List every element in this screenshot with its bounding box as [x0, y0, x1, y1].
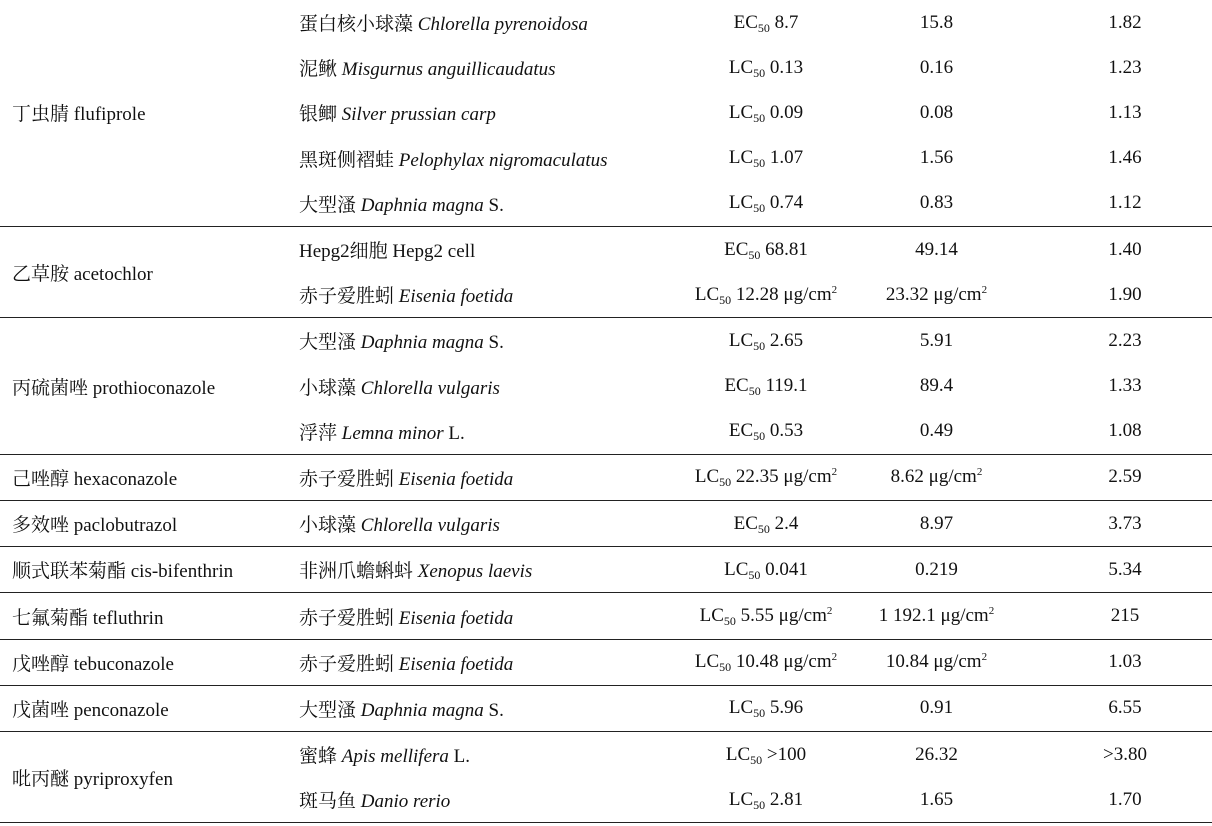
metric-subscript: 50 [753, 110, 766, 125]
toxicity-value-cell [667, 593, 865, 639]
comparison-value-cell [865, 777, 1008, 823]
organism-scientific-name: Chlorella vulgaris [360, 377, 500, 399]
value-unit: μg/cm [778, 283, 832, 305]
toxicity-value-cell [667, 777, 865, 823]
ratio-cell: 1.08 [1008, 409, 1212, 455]
table-row [0, 547, 1212, 593]
toxicity-value: 0.53 [769, 420, 804, 442]
organism-common-name: 赤子爱胜蚓 [299, 468, 395, 490]
table-row [0, 501, 1212, 547]
pesticide-name: 戊唑醇 tebuconazole [0, 639, 292, 685]
comparison-value-cell [865, 136, 1008, 181]
comparison-value: 10.84 [885, 651, 929, 673]
toxicity-value: 1.07 [769, 147, 804, 169]
comparison-value-cell [865, 364, 1008, 409]
toxicity-value-cell [667, 364, 865, 409]
comparison-value: 1 192.1 [878, 605, 936, 627]
ratio-cell: 1.23 [1108, 56, 1142, 78]
organism-scientific-name: Daphnia magna [360, 194, 484, 216]
toxicity-value-cell [667, 547, 865, 593]
metric-subscript: 50 [719, 292, 732, 307]
organism-common-name: 斑马鱼 [299, 791, 357, 813]
organism-cell [292, 639, 667, 685]
pesticide-name: 己唑醇 hexaconazole [0, 454, 292, 500]
value-unit: μg/cm [935, 605, 989, 627]
toxicity-value: 8.7 [774, 11, 799, 33]
organism-scientific-name: Apis mellifera [341, 746, 449, 768]
organism-common-name: 黑斑侧褶蛙 [299, 149, 395, 171]
organism-scientific-name: Danio rerio [360, 791, 451, 813]
organism-scientific-name: Chlorella pyrenoidosa [417, 14, 588, 36]
metric-label: LC [694, 466, 720, 488]
comparison-value-cell [865, 318, 1008, 364]
organism-cell [292, 181, 667, 227]
comparison-value: 0.16 [919, 56, 954, 78]
organism-common-name: 小球藻 [299, 377, 357, 399]
organism-author-suffix: L. [448, 746, 471, 768]
metric-subscript: 50 [753, 156, 766, 171]
toxicity-value-cell [667, 409, 865, 455]
organism-common-name: 蛋白核小球藻 [299, 14, 414, 36]
metric-subscript: 50 [750, 752, 763, 767]
ratio-cell: 1.90 [1008, 272, 1212, 318]
metric-subscript: 50 [757, 20, 770, 35]
metric-label: LC [728, 147, 754, 169]
ratio-cell: 6.55 [1008, 685, 1212, 731]
organism-cell [292, 136, 667, 181]
organism-common-name: 大型溞 [299, 332, 357, 354]
comparison-value-cell [865, 272, 1008, 318]
metric-subscript: 50 [753, 706, 766, 721]
comparison-value: 0.83 [919, 192, 954, 214]
organism-common-name: 大型溞 [299, 194, 357, 216]
table-row [0, 732, 1212, 778]
value-unit: μg/cm [778, 651, 832, 673]
organism-scientific-name: Xenopus laevis [417, 561, 533, 583]
ratio-cell: 1.13 [1108, 101, 1142, 123]
comparison-value-cell [865, 732, 1008, 778]
toxicity-value: 5.96 [769, 697, 804, 719]
comparison-value: 8.97 [919, 512, 954, 534]
unit-power: 2 [831, 466, 838, 479]
metric-label: LC [699, 605, 724, 627]
comparison-value-cell [865, 685, 1008, 731]
ratio-cell: 5.34 [1008, 547, 1212, 593]
toxicity-value: 5.55 [740, 605, 774, 627]
toxicity-value-cell [667, 226, 865, 272]
toxicity-value-cell [667, 639, 865, 685]
table-row [0, 639, 1212, 685]
comparison-value-cell [865, 501, 1008, 547]
organism-common-name: 小球藻 [299, 515, 357, 537]
pesticide-name: 七氟菊酯 tefluthrin [0, 593, 292, 639]
ratio-cell: 1.40 [1108, 238, 1142, 260]
metric-label: LC [728, 697, 754, 719]
comparison-value-cell [865, 181, 1008, 227]
comparison-value: 15.8 [919, 11, 954, 33]
metric-subscript: 50 [753, 429, 766, 444]
organism-scientific-name: Chlorella vulgaris [360, 515, 500, 537]
organism-scientific-name: Pelophylax nigromaculatus [398, 149, 608, 171]
comparison-value-cell [865, 409, 1008, 455]
metric-subscript: 50 [753, 797, 766, 812]
metric-label: EC [728, 420, 754, 442]
organism-author-suffix: L. [443, 422, 465, 444]
pesticide-name: 丙硫菌唑 prothioconazole [0, 318, 292, 455]
organism-cell [292, 226, 667, 272]
metric-subscript: 50 [753, 201, 766, 216]
value-unit: μg/cm [773, 605, 827, 627]
toxicity-value-cell [667, 318, 865, 364]
metric-label: LC [728, 329, 754, 351]
pesticide-name: 顺式联苯菊酯 cis-bifenthrin [0, 547, 292, 593]
organism-common-name: 赤子爱胜蚓 [299, 653, 395, 675]
metric-label: LC [694, 651, 720, 673]
organism-author-suffix: S. [483, 699, 504, 721]
unit-power: 2 [981, 283, 988, 296]
metric-label: LC [728, 788, 754, 810]
pesticide-name: 吡丙醚 pyriproxyfen [0, 732, 292, 823]
comparison-value: 0.08 [919, 101, 954, 123]
unit-power: 2 [826, 605, 833, 618]
comparison-value: 0.49 [919, 420, 954, 442]
toxicity-value-cell [667, 181, 865, 227]
organism-scientific-name: Misgurnus anguillicaudatus [341, 59, 556, 81]
metric-label: LC [728, 101, 754, 123]
ratio-cell: 1.46 [1108, 147, 1142, 169]
metric-subscript: 50 [753, 338, 766, 353]
organism-common-name: 大型溞 [299, 699, 357, 721]
pesticide-name: 多效唑 paclobutrazol [0, 501, 292, 547]
organism-scientific-name: Lemna minor [341, 422, 444, 444]
comparison-value: 1.65 [919, 788, 954, 810]
comparison-value: 26.32 [915, 743, 958, 765]
metric-subscript: 50 [723, 614, 736, 629]
ratio-cell: 1.33 [1108, 375, 1142, 397]
metric-label: EC [724, 238, 749, 260]
comparison-value-cell [865, 639, 1008, 685]
organism-scientific-name: Silver prussian carp [341, 104, 496, 126]
comparison-value-cell [865, 593, 1008, 639]
toxicity-value: 22.35 [735, 466, 779, 488]
metric-subscript: 50 [748, 384, 761, 399]
metric-label: EC [733, 512, 758, 534]
metric-subscript: 50 [748, 567, 761, 582]
organism-common-name: 赤子爱胜蚓 [299, 286, 395, 308]
organism-scientific-name: Daphnia magna [360, 699, 484, 721]
organism-common-name: Hepg2细胞 Hepg2 cell [299, 241, 476, 263]
toxicity-value: 0.09 [769, 101, 804, 123]
ratio-cell: 1.12 [1008, 181, 1212, 227]
organism-cell [292, 454, 667, 500]
table-row [0, 454, 1212, 500]
organism-common-name: 泥鳅 [299, 59, 338, 81]
table-row [0, 0, 1212, 45]
toxicity-value-cell [667, 454, 865, 500]
organism-cell [292, 318, 667, 364]
toxicity-value: 0.13 [769, 56, 804, 78]
metric-subscript: 50 [719, 475, 732, 490]
organism-cell [292, 272, 667, 318]
comparison-value-cell [865, 90, 1008, 135]
comparison-value-cell [865, 454, 1008, 500]
comparison-value: 0.219 [915, 558, 958, 580]
comparison-value: 49.14 [915, 238, 958, 260]
unit-power: 2 [831, 651, 838, 664]
toxicity-value: 0.74 [769, 192, 804, 214]
value-unit: μg/cm [923, 466, 977, 488]
ratio-cell: 1.82 [1108, 11, 1142, 33]
toxicity-value: 12.28 [735, 283, 779, 305]
organism-scientific-name: Eisenia foetida [398, 286, 514, 308]
metric-subscript: 50 [757, 521, 770, 536]
value-unit: μg/cm [928, 283, 982, 305]
organism-cell [292, 593, 667, 639]
table-row [0, 593, 1212, 639]
toxicity-value: 2.81 [769, 788, 804, 810]
ratio-cell: 3.73 [1008, 501, 1212, 547]
toxicity-value: 0.041 [765, 558, 808, 580]
metric-label: LC [724, 558, 749, 580]
metric-label: EC [733, 11, 758, 33]
toxicity-value-cell [667, 272, 865, 318]
ratio-cell: 2.23 [1108, 329, 1142, 351]
toxicity-value: 68.81 [765, 238, 808, 260]
unit-power: 2 [988, 605, 995, 618]
organism-cell [292, 0, 667, 45]
metric-label: LC [725, 743, 751, 765]
toxicity-value-cell [667, 501, 865, 547]
toxicity-value: 2.4 [774, 512, 799, 534]
table-row [0, 685, 1212, 731]
value-unit: μg/cm [778, 466, 832, 488]
table-row [0, 318, 1212, 364]
pesticide-name: 乙草胺 acetochlor [0, 226, 292, 317]
comparison-value-cell [865, 547, 1008, 593]
organism-cell [292, 90, 667, 135]
organism-cell [292, 45, 667, 90]
unit-power: 2 [831, 283, 838, 296]
toxicity-value-cell [667, 0, 865, 45]
comparison-value: 8.62 [890, 466, 924, 488]
toxicity-value: 119.1 [765, 375, 808, 397]
organism-scientific-name: Eisenia foetida [398, 468, 514, 490]
ratio-cell: >3.80 [1103, 743, 1147, 765]
comparison-value: 1.56 [919, 147, 954, 169]
metric-subscript: 50 [719, 660, 732, 675]
comparison-value-cell [865, 0, 1008, 45]
organism-scientific-name: Daphnia magna [360, 332, 484, 354]
unit-power: 2 [981, 651, 988, 664]
organism-common-name: 蜜蜂 [299, 746, 338, 768]
organism-cell [292, 685, 667, 731]
organism-author-suffix: S. [483, 332, 504, 354]
comparison-value-cell [865, 226, 1008, 272]
comparison-value: 23.32 [885, 283, 929, 305]
toxicity-value: 2.65 [769, 329, 804, 351]
organism-cell [292, 364, 667, 409]
organism-common-name: 非洲爪蟾蝌蚪 [299, 561, 414, 583]
comparison-value-cell [865, 45, 1008, 90]
toxicity-value-cell [667, 732, 865, 778]
ratio-cell: 1.70 [1008, 777, 1212, 823]
toxicity-value: >100 [766, 743, 807, 765]
metric-label: LC [694, 283, 720, 305]
organism-cell [292, 547, 667, 593]
comparison-value: 89.4 [919, 375, 954, 397]
pesticide-name: 戊菌唑 penconazole [0, 685, 292, 731]
metric-label: LC [728, 56, 754, 78]
toxicity-value-cell [667, 685, 865, 731]
pesticide-name: 丁虫腈 flufiprole [0, 0, 292, 226]
ratio-cell: 1.03 [1008, 639, 1212, 685]
organism-common-name: 浮萍 [299, 422, 338, 444]
metric-label: LC [728, 192, 754, 214]
organism-cell [292, 732, 667, 778]
metric-subscript: 50 [748, 247, 761, 262]
ratio-cell: 215 [1008, 593, 1212, 639]
organism-author-suffix: S. [483, 194, 504, 216]
organism-cell [292, 501, 667, 547]
metric-subscript: 50 [753, 65, 766, 80]
organism-cell [292, 777, 667, 823]
value-unit: μg/cm [928, 651, 982, 673]
table-row [0, 226, 1212, 272]
toxicity-value: 10.48 [735, 651, 779, 673]
organism-scientific-name: Eisenia foetida [398, 607, 514, 629]
organism-cell [292, 409, 667, 455]
comparison-value: 5.91 [919, 329, 954, 351]
toxicity-value-cell [667, 136, 865, 181]
toxicity-value-cell [667, 45, 865, 90]
organism-scientific-name: Eisenia foetida [398, 653, 514, 675]
toxicity-value-cell [667, 90, 865, 135]
organism-common-name: 银鲫 [299, 104, 338, 126]
comparison-value: 0.91 [919, 697, 954, 719]
ratio-cell: 2.59 [1008, 454, 1212, 500]
organism-common-name: 赤子爱胜蚓 [299, 607, 395, 629]
metric-label: EC [724, 375, 749, 397]
unit-power: 2 [976, 466, 983, 479]
